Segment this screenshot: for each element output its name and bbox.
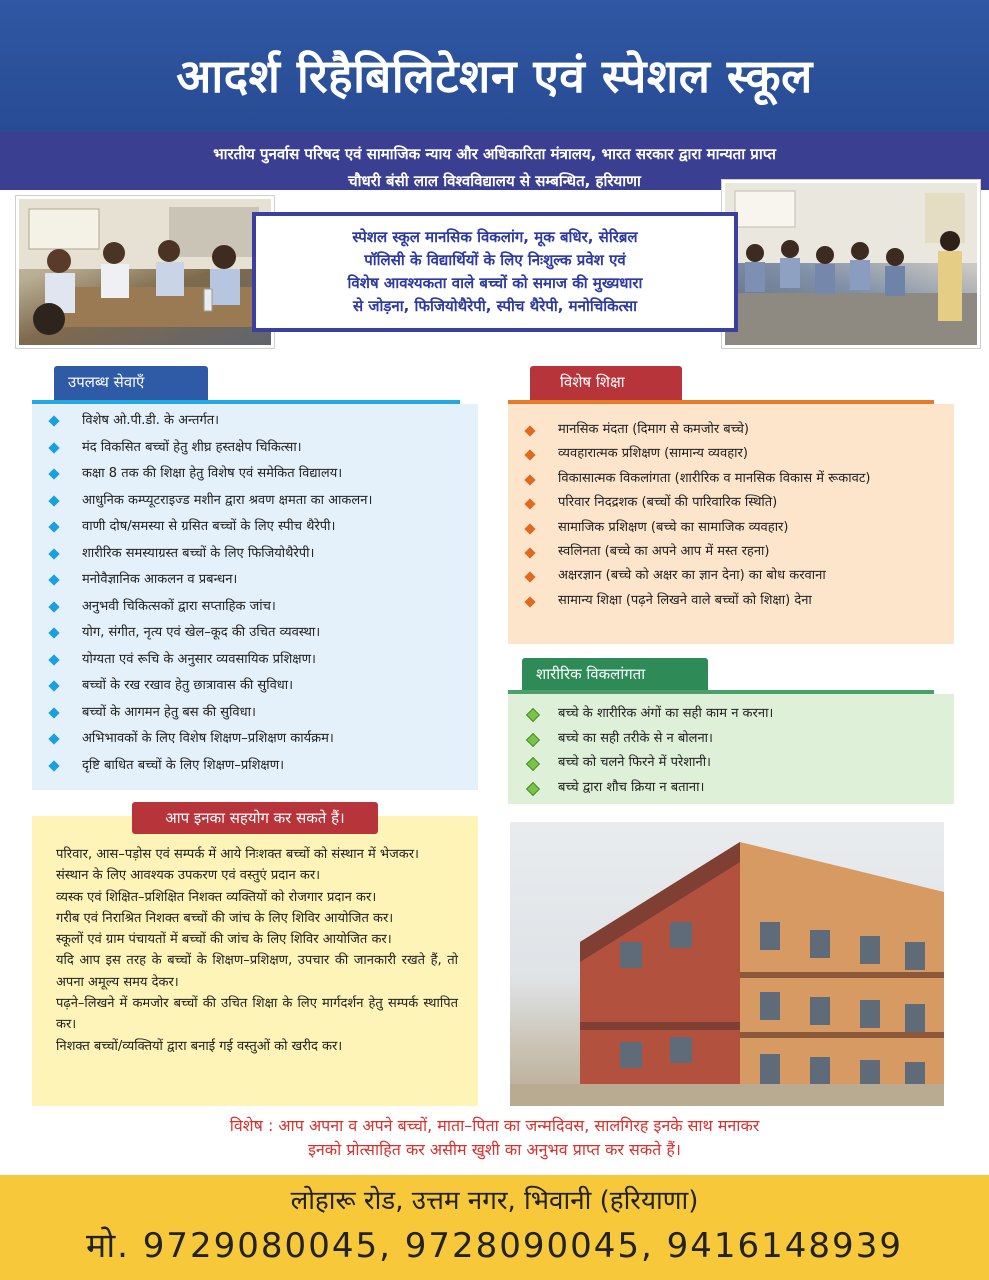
special-education-list: [508, 404, 954, 613]
services-heading: उपलब्ध सेवाएँ: [54, 366, 208, 400]
admission-notice-box: [252, 212, 738, 332]
special-note-line: विशेष : आप अपना व अपने बच्चों, माता–पिता का जन्मदिवस, सालगिरह इनके साथ मनाकर: [229, 1116, 760, 1135]
list-item: वाणी दोष/समस्या से ग्रसित बच्चों के लिए स्पीच थैरेपी।: [32, 514, 478, 541]
diamond-bullet-icon: [48, 468, 59, 479]
diamond-bullet-icon: [48, 521, 59, 532]
list-item: विकासात्मक विकलांगता (शारीरिक व मानसिक विकास में रूकावट): [508, 467, 954, 491]
classroom-photo-right-art: [725, 183, 977, 345]
list-item: आधुनिक कम्प्यूटराइज्ड मशीन द्वारा श्रवण क्षमता का आकलन।: [32, 488, 478, 515]
subtitle-recognition: भारतीय पुनर्वास परिषद एवं सामाजिक न्याय और अधिकारिता मंत्रालय, भारत सरकार द्वारा मान्यता प्राप्त: [213, 145, 776, 163]
physical-disability-list: [508, 694, 954, 800]
list-item: मनोवैज्ञानिक आकलन व प्रबन्धन।: [32, 567, 478, 594]
services-panel: [32, 404, 478, 790]
page-title: आदर्श रिहैबिलिटेशन एवं स्पेशल स्कूल: [176, 49, 813, 103]
list-item: मानसिक मंदता (दिमाग से कमजोर बच्चे): [508, 418, 954, 442]
list-item: दृष्टि बाधित बच्चों के लिए शिक्षण–प्रशिक्षण।: [32, 753, 478, 780]
classroom-photo-right: [722, 180, 980, 348]
support-line: स्कूलों एवं ग्राम पंचायतों में बच्चों की जांच के लिए शिविर आयोजित कर।: [56, 932, 392, 948]
footer-address: लोहारू रोड, उत्तम नगर, भिवानी (हरियाणा): [290, 1186, 699, 1216]
list-item: बच्चों के आगमन हेतु बस की सुविधा।: [32, 700, 478, 727]
diamond-bullet-icon: [526, 781, 540, 795]
diamond-bullet-icon: [524, 474, 535, 485]
classroom-photo-left: [16, 196, 274, 348]
special-note-line: इनको प्रोत्साहित कर असीम खुशी का अनुभव प्राप्त कर सकते हैं।: [308, 1140, 681, 1159]
diamond-bullet-icon: [48, 495, 59, 506]
diamond-bullet-icon: [48, 442, 59, 453]
special-note: [0, 1114, 989, 1162]
classroom-photo-left-art: [19, 199, 271, 345]
notice-line: पॉलिसी के विद्यार्थियों के लिए निःशुल्क प्रवेश एवं: [364, 251, 626, 269]
diamond-bullet-icon: [524, 572, 535, 583]
list-item: मंद विकसित बच्चों हेतु शीघ्र हस्तक्षेप चिकित्सा।: [32, 435, 478, 462]
list-item: बच्चे को चलने फिरने में परेशानी।: [508, 751, 954, 776]
diamond-bullet-icon: [48, 548, 59, 559]
services-list: [32, 404, 478, 779]
physical-disability-heading: शारीरिक विकलांगता: [522, 658, 708, 692]
list-item: अभिभावकों के लिए विशेष शिक्षण–प्रशिक्षण कार्यक्रम।: [32, 726, 478, 753]
list-item: बच्चे के शारीरिक अंगों का सही काम न करना।: [508, 702, 954, 727]
list-item: योग, संगीत, नृत्य एवं खेल–कूद की उचित व्यवस्था।: [32, 620, 478, 647]
support-line: व्यस्क एवं शिक्षित–प्रशिक्षित निशक्त व्यक्तियों को रोजगार प्रदान कर।: [56, 889, 377, 905]
support-line: परिवार, आस–पड़ोस एवं सम्पर्क में आये निःशक्त बच्चों को संस्थान में भेजकर।: [56, 847, 419, 862]
diamond-bullet-icon: [526, 732, 540, 746]
support-heading: आप इनका सहयोग कर सकते हैं।: [132, 802, 378, 834]
diamond-bullet-icon: [524, 499, 535, 510]
list-item: सामाजिक प्रशिक्षण (बच्चे का सामाजिक व्यवहार): [508, 516, 954, 540]
list-item: योग्यता एवं रूचि के अनुसार व्यवसायिक प्रशिक्षण।: [32, 647, 478, 674]
list-item: बच्चे का सही तरीके से न बोलना।: [508, 727, 954, 752]
list-item: कक्षा 8 तक की शिक्षा हेतु विशेष एवं समेकित विद्यालय।: [32, 461, 478, 488]
notice-line: से जोड़ना, फिजियोथैरेपी, स्पीच थैरेपी, मनोचिकित्सा: [353, 297, 637, 315]
physical-disability-panel: [508, 694, 954, 804]
diamond-bullet-icon: [48, 733, 59, 744]
diamond-bullet-icon: [526, 708, 540, 722]
diamond-bullet-icon: [48, 707, 59, 718]
school-building-photo: [510, 822, 944, 1106]
list-item: सामान्य शिक्षा (पढ़ने लिखने वाले बच्चों को शिक्षा) देना: [508, 589, 954, 613]
list-item: शारीरिक समस्याग्रस्त बच्चों के लिए फिजियोथैरेपी।: [32, 541, 478, 568]
list-item: व्यवहारात्मक प्रशिक्षण (सामान्य व्यवहार): [508, 442, 954, 466]
list-item: अक्षरज्ञान (बच्चे को अक्षर का ज्ञान देना) का बोध करवाना: [508, 564, 954, 588]
notice-line: विशेष आवश्यकता वाले बच्चों को समाज की मुख्यधारा: [347, 274, 643, 292]
diamond-bullet-icon: [48, 574, 59, 585]
footer-phone-numbers: मो. 9729080045, 9728090045, 9416148939: [86, 1226, 903, 1266]
special-education-panel: [508, 404, 954, 644]
list-item: बच्चों के रख रखाव हेतु छात्रावास की सुविधा।: [32, 673, 478, 700]
diamond-bullet-icon: [48, 654, 59, 665]
diamond-bullet-icon: [48, 680, 59, 691]
support-line: यदि आप इस तरह के बच्चों के शिक्षण–प्रशिक्षण, उपचार की जानकारी रखते हैं, तो अपना अमूल्य समय देकर।: [56, 953, 458, 990]
support-line: निशक्त बच्चों/व्यक्तियों द्वारा बनाई गई वस्तुओं को खरीद कर।: [56, 1038, 343, 1054]
diamond-bullet-icon: [526, 757, 540, 771]
support-line: गरीब एवं निराश्रित निशक्त बच्चों की जांच के लिए शिविर आयोजित कर।: [56, 910, 394, 926]
diamond-bullet-icon: [48, 415, 59, 426]
diamond-bullet-icon: [48, 760, 59, 771]
support-text: [56, 844, 458, 1057]
list-item: स्वलिनता (बच्चे का अपने आप में मस्त रहना): [508, 540, 954, 564]
school-building-art: [510, 822, 944, 1106]
diamond-bullet-icon: [48, 601, 59, 612]
list-item: परिवार निदद्रशक (बच्चों की पारिवारिक स्थिति): [508, 491, 954, 515]
list-item: अनुभवी चिकित्सकों द्वारा सप्ताहिक जांच।: [32, 594, 478, 621]
list-item: बच्चे द्वारा शौच क्रिया न बताना।: [508, 776, 954, 801]
diamond-bullet-icon: [524, 547, 535, 558]
list-item: विशेष ओ.पी.डी. के अन्तर्गत।: [32, 408, 478, 435]
subtitle-affiliation: चौधरी बंसी लाल विश्वविद्यालय से सम्बन्धित, हरियाणा: [348, 172, 641, 190]
support-line: पढ़ने–लिखने में कमजोर बच्चों की उचित शिक्षा के लिए मार्गदर्शन हेतु सम्पर्क स्थापित कर।: [56, 996, 458, 1033]
diamond-bullet-icon: [524, 596, 535, 607]
support-line: संस्थान के लिए आवश्यक उपकरण एवं वस्तुएं प्रदान कर।: [56, 868, 321, 884]
diamond-bullet-icon: [48, 627, 59, 638]
diamond-bullet-icon: [524, 523, 535, 534]
diamond-bullet-icon: [524, 450, 535, 461]
special-education-heading: विशेष शिक्षा: [530, 366, 682, 400]
notice-line: स्पेशल स्कूल मानसिक विकलांग, मूक बधिर, सेरिब्रल: [352, 228, 638, 246]
diamond-bullet-icon: [524, 425, 535, 436]
